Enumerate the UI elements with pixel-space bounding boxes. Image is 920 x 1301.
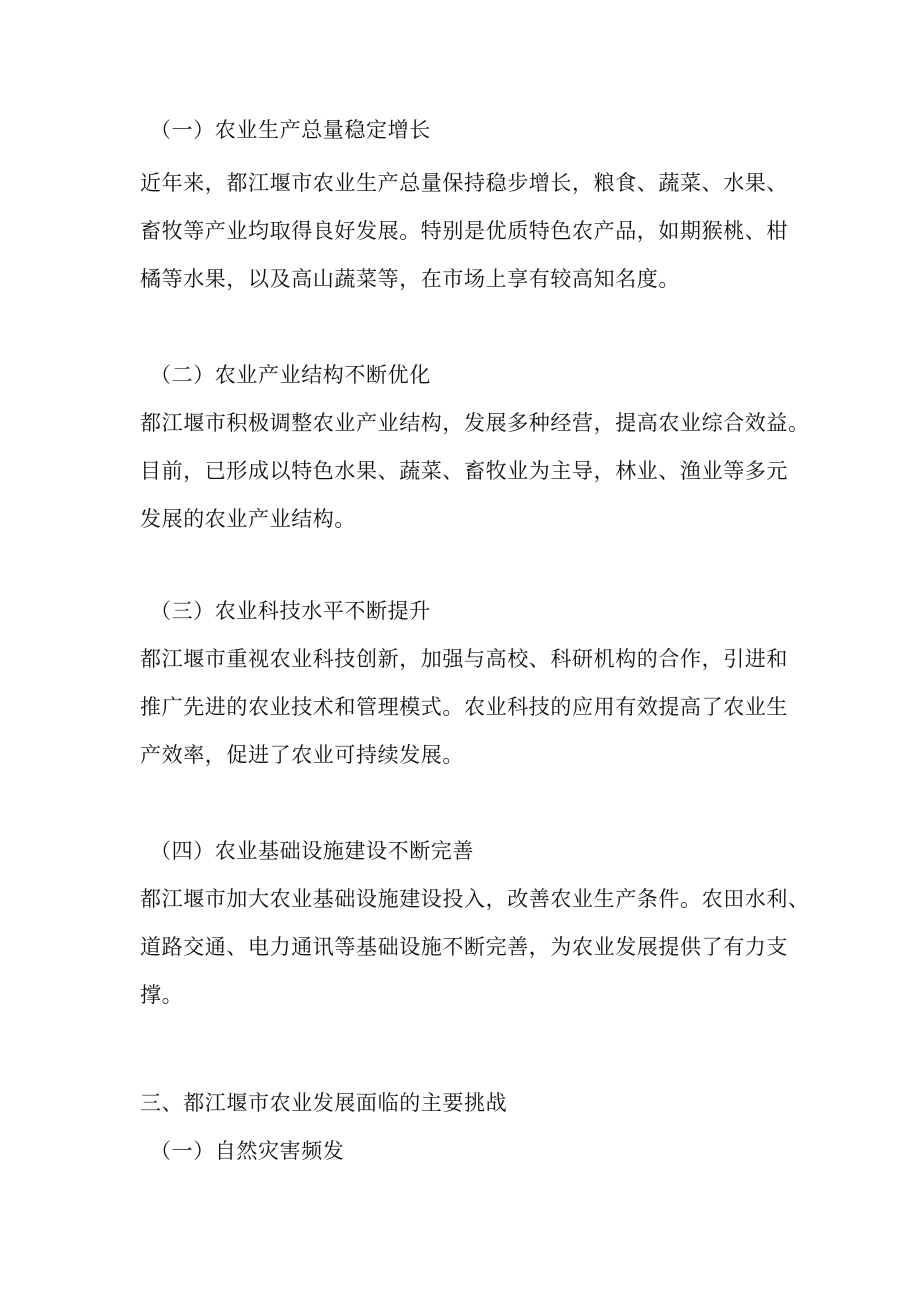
chapter-sub-heading: （一）自然灾害频发 [150, 1139, 345, 1163]
paragraph-line: 都江堰市重视农业科技创新，加强与高校、科研机构的合作，引进和 [140, 647, 788, 671]
paragraph-line: 发展的农业产业结构。 [140, 507, 356, 531]
paragraph-line: 畜牧等产业均取得良好发展。特别是优质特色农产品，如期猴桃、柑 [140, 219, 788, 243]
paragraph-line: 橘等水果，以及高山蔬菜等，在市场上享有较高知名度。 [140, 267, 680, 291]
section-heading-4: （四）农业基础设施建设不断完善 [150, 839, 474, 863]
paragraph-line: 撑。 [140, 983, 184, 1007]
paragraph-line: 都江堰市加大农业基础设施建设投入，改善农业生产条件。农田水利、 [140, 887, 810, 911]
paragraph-line: 推广先进的农业技术和管理模式。农业科技的应用有效提高了农业生 [140, 695, 788, 719]
section-heading-2: （二）农业产业结构不断优化 [150, 363, 431, 387]
section-heading-1: （一）农业生产总量稳定增长 [150, 118, 431, 142]
paragraph-line: 目前，已形成以特色水果、蔬菜、畜牧业为主导，林业、渔业等多元 [140, 459, 788, 483]
paragraph-line: 产效率，促进了农业可持续发展。 [140, 743, 464, 767]
chapter-heading: 三、都江堰市农业发展面临的主要挑战 [140, 1091, 508, 1115]
paragraph-line: 都江堰市积极调整农业产业结构，发展多种经营，提高农业综合效益。 [140, 411, 810, 435]
paragraph-line: 道路交通、电力通讯等基础设施不断完善，为农业发展提供了有力支 [140, 935, 788, 959]
section-heading-3: （三）农业科技水平不断提升 [150, 599, 431, 623]
paragraph-line: 近年来，都江堰市农业生产总量保持稳步增长，粮食、蔬菜、水果、 [140, 171, 788, 195]
